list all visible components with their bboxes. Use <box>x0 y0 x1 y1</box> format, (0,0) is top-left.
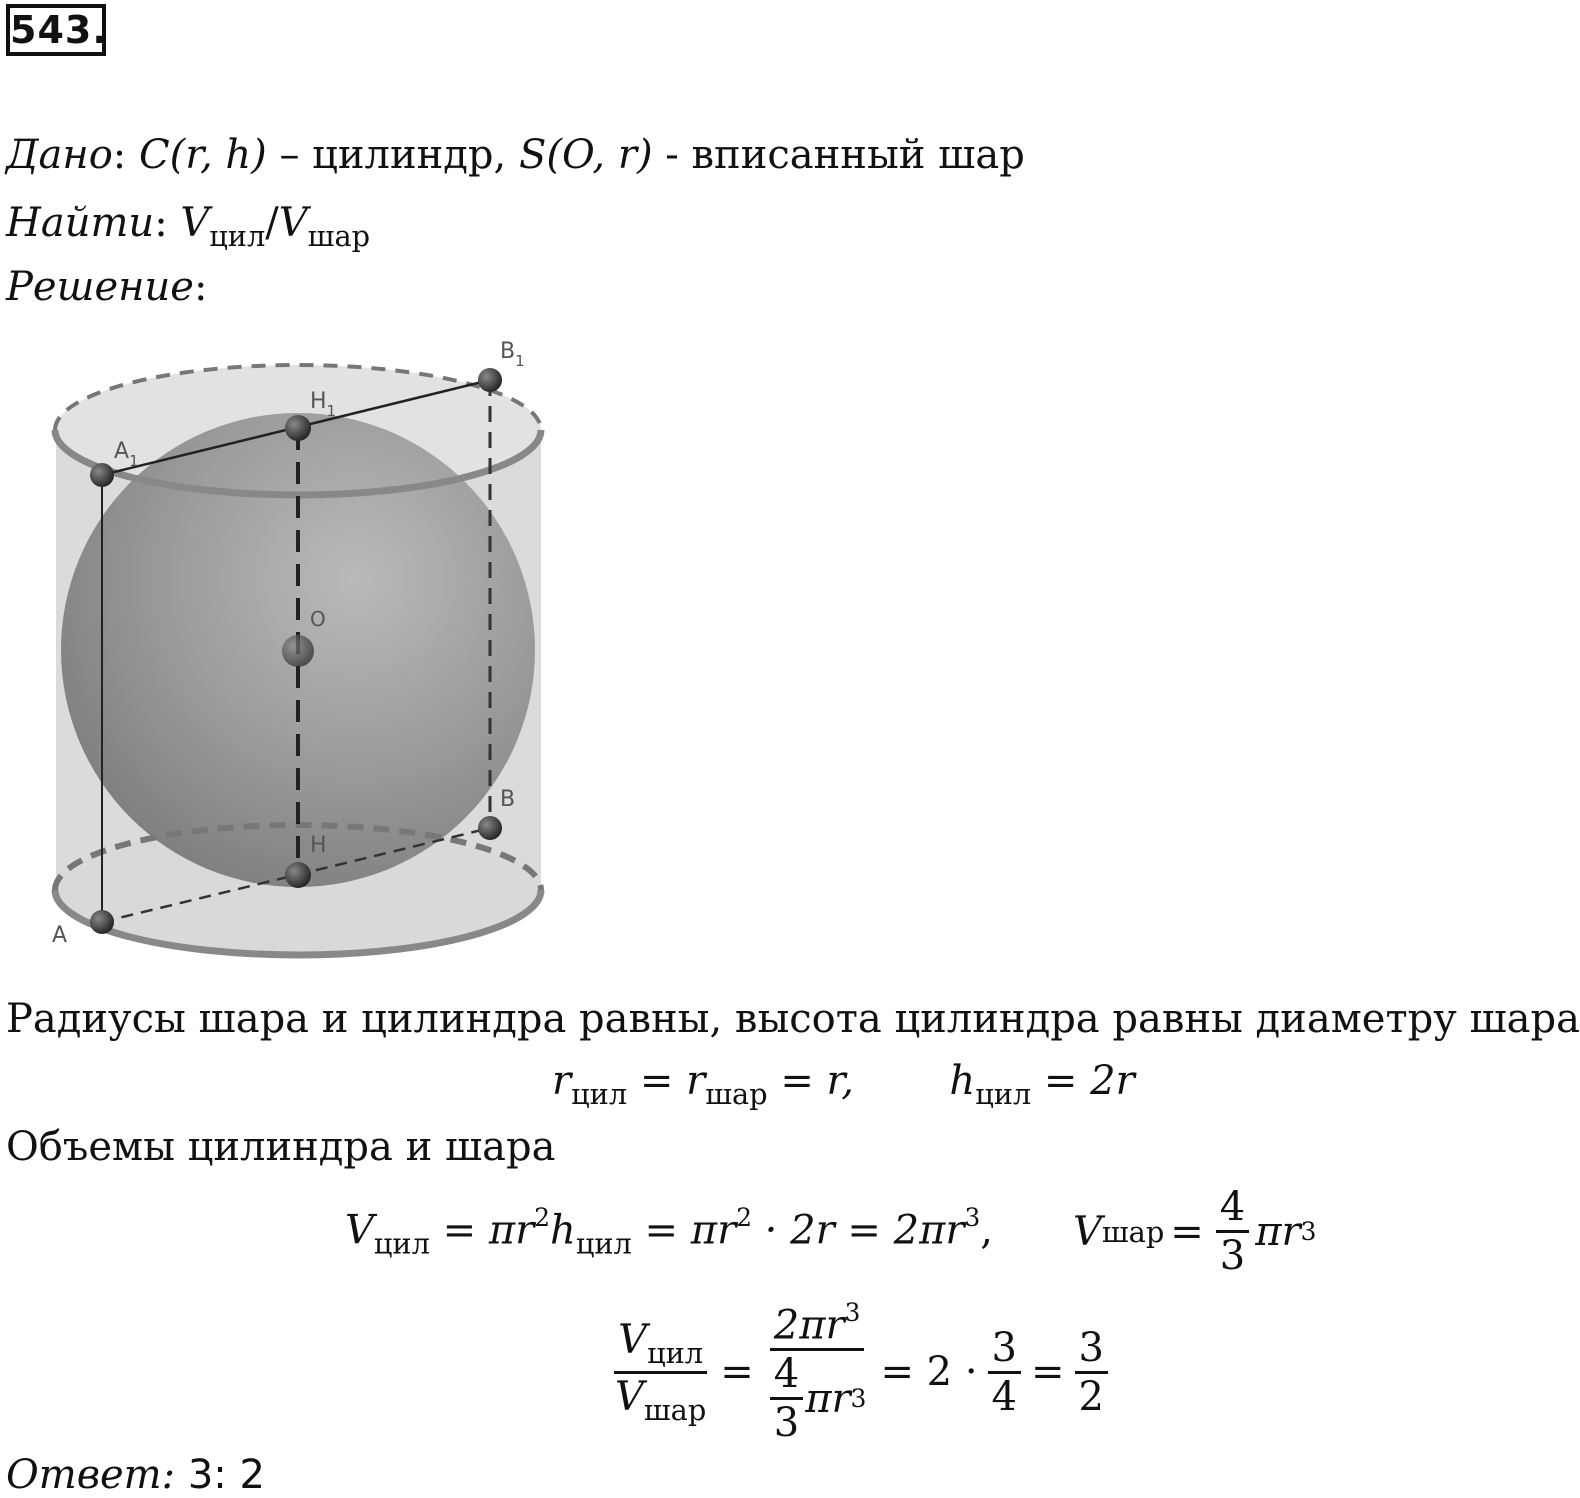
label-o: O <box>310 607 326 631</box>
point-b <box>478 816 502 840</box>
given-dash-2: - <box>665 132 679 178</box>
point-o <box>282 635 314 667</box>
radius-equation: $r_{цил} = r_{шар} = r$, $h_{цил} = 2r$ <box>552 1058 1135 1112</box>
volume-cylinder: $V_{цил} = \pi r^2h_{цил} = \pi r^2 \cdot 2r = 2\pi r^3$, <box>345 1202 993 1261</box>
cylinder-sphere-figure <box>40 320 560 980</box>
given-line: Дано: C(r, h) – цилиндр, S(O, r) - вписанный шар <box>6 132 1025 178</box>
solution-label: Решение <box>6 264 194 310</box>
radii-sentence: Радиусы шара и цилиндра равны, высота цилиндра равны диаметру шара <box>6 996 1580 1042</box>
problem-number: 543. <box>6 4 106 56</box>
volume-sphere: V шар = $\frac{4}{3}$ πr 3 <box>1073 1184 1317 1279</box>
answer-label: Ответ: <box>6 1452 176 1498</box>
find-v-cyl: $V_{цил}$ <box>180 200 266 254</box>
point-b1 <box>478 368 502 392</box>
point-a1 <box>90 463 114 487</box>
label-a1: $A_1$ <box>114 439 139 470</box>
given-cylinder: C(r, h) <box>139 132 267 178</box>
label-a: A <box>52 923 68 948</box>
ratio-formula: $\frac{V_{цил}}{V_{шар}}$ = $2\pi r^3$ $\frac{4}{3}$ πr 3 = 2 · $\frac{3}{4}$ = $\frac{3}{2}$ <box>605 1300 1114 1444</box>
ratio-middle: $2\pi r^3$ $\frac{4}{3}$ πr 3 <box>764 1300 871 1444</box>
point-h1 <box>285 415 311 441</box>
point-a <box>90 910 114 934</box>
volume-formulas <box>345 1186 1316 1277</box>
given-label: Дано <box>6 132 113 178</box>
solution-line: Решение: <box>6 264 208 310</box>
find-label: Найти <box>6 200 155 246</box>
label-h1: $H_1$ <box>310 389 337 420</box>
given-dash-1: – <box>279 132 300 178</box>
ratio-lhs: $\frac{V_{цил}}{V_{шар}}$ <box>615 1317 707 1427</box>
given-cylinder-word: цилиндр, <box>312 132 507 178</box>
answer-line <box>6 1452 265 1498</box>
given-sphere: S(O, r) <box>518 132 653 178</box>
label-h: H <box>310 833 327 858</box>
point-h <box>285 862 311 888</box>
find-v-sph: $V_{шар}$ <box>278 200 371 254</box>
find-line: Найти: $V_{цил}/V_{шар}$ <box>6 200 371 254</box>
given-sphere-word: вписанный шар <box>691 132 1025 178</box>
answer-value: 3: 2 <box>187 1452 265 1498</box>
volumes-sentence: Объемы цилиндра и шара <box>6 1124 556 1170</box>
label-b: B <box>500 787 516 812</box>
label-b1: $B_1$ <box>500 339 525 370</box>
